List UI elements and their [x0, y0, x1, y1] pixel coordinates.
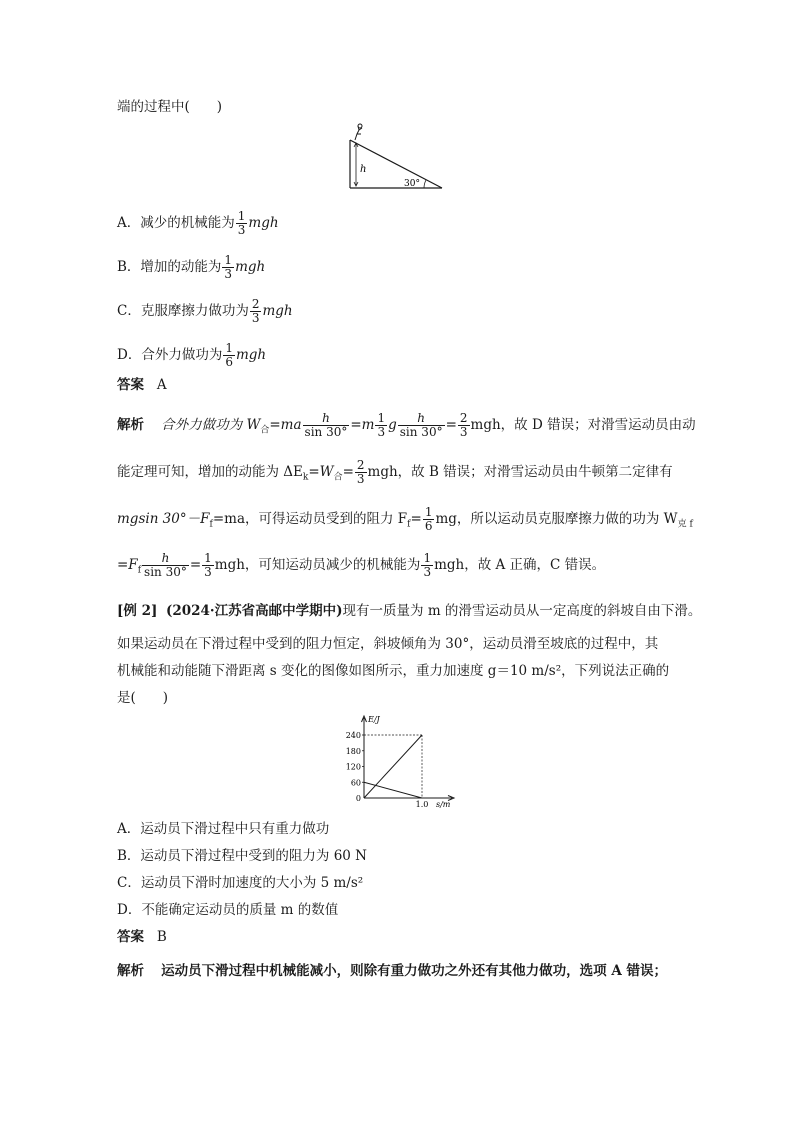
- incline-figure: [340, 120, 450, 195]
- example-2-line-4: 是( ): [117, 690, 169, 706]
- example-2-line-3: 机械能和动能随下滑距离 s 变化的图像如图所示，重力加速度 g＝10 m/s²，下列说法正确的: [117, 663, 670, 679]
- answer-2: 答案 B: [117, 929, 167, 945]
- x-axis-label: s/m: [436, 800, 451, 809]
- analysis-1-line-3: mgsin $30^\circ-F_f=ma$，可得运动员受到的阻力 $F_f=$ $\frac{1}{6}$ mg，所以运动员克服摩擦力做的功为 $W_{克 f}$: [117, 505, 693, 533]
- y-axis-label: E/J: [368, 715, 380, 724]
- height-label: h: [360, 164, 367, 175]
- angle-label: 30°: [404, 179, 420, 189]
- q2-option-b: B．运动员下滑过程中受到的阻力为 60 N: [117, 848, 367, 864]
- example-2-line-1: [例 2] (2024·江苏省高邮中学期中)现有一质量为 m 的滑雪运动员从一定高度的斜坡自由下滑。: [117, 603, 702, 619]
- fraction: $\frac{1}{3}$: [237, 209, 246, 237]
- example-2-line-2: 如果运动员在下滑过程中受到的阻力恒定，斜坡倾角为 30°，运动员滑至坡底的过程中，其: [117, 636, 659, 652]
- q2-option-a: A．运动员下滑过程中只有重力做功: [117, 821, 330, 837]
- angle-arc: [424, 180, 426, 188]
- analysis-1-line-4: $=F_f$ $\frac{h}{\sin 30^\circ}$ = $\frac{1}{3}$ mgh，可知运动员减少的机械能为 $\frac{1}{3}$ mgh，故 A 正确，C 错误。: [117, 551, 606, 579]
- answer-1: 答案 A: [117, 377, 167, 393]
- fraction: $\frac{2}{3}$: [251, 297, 260, 325]
- example-source: (2024·江苏省高邮中学期中): [165, 603, 343, 619]
- series-line-1: [364, 735, 422, 798]
- fraction: $\frac{1}{3}$: [224, 253, 233, 281]
- analysis-1-line-1: 解析 合外力做功为 $W_合=ma$ $\frac{h}{\sin 30^\circ}$ =m $\frac{1}{3}$ g $\frac{h}{\sin 30^\circ}$ = $\frac{2}{3}$ mgh，故 D 错误；对滑雪运动员由动: [117, 411, 696, 439]
- q1-option-b: B．增加的动能为 $\frac{1}{3}$ mgh: [117, 253, 266, 281]
- q1-option-c: C．克服摩擦力做功为 $\frac{2}{3}$ mgh: [117, 297, 293, 325]
- q1-option-d: D．合外力做功为 $\frac{1}{6}$ mgh: [117, 341, 267, 369]
- skier-head: [358, 124, 362, 128]
- fraction: $\frac{1}{6}$: [225, 341, 233, 369]
- x-tick-label: 1.0: [415, 800, 429, 809]
- q1-option-a: A．减少的机械能为 $\frac{1}{3}$ mgh: [117, 209, 279, 237]
- example-tag: [例 2]: [117, 603, 158, 619]
- q2-option-d: D．不能确定运动员的质量 m 的数值: [117, 902, 339, 918]
- question-tail: 端的过程中( ): [117, 99, 223, 115]
- y-tick-label: 240: [345, 731, 361, 740]
- q2-option-c: C．运动员下滑时加速度的大小为 5 m/s²: [117, 875, 364, 891]
- y-tick-label: 0: [355, 794, 361, 803]
- series-line-2: [364, 782, 422, 798]
- energy-chart: [332, 712, 462, 812]
- y-tick-label: 180: [345, 746, 361, 756]
- y-tick-label: 120: [345, 762, 361, 772]
- y-tick-label: 60: [350, 778, 361, 788]
- analysis-2: 解析 运动员下滑过程中机械能减小，则除有重力做功之外还有其他力做功，选项 A 错误；: [117, 963, 668, 979]
- analysis-1-line-2: 能定理可知，增加的动能为 $\Delta E_k=W_合=$ $\frac{2}{3}$ mgh，故 B 错误；对滑雪运动员由牛顿第二定律有: [117, 458, 673, 486]
